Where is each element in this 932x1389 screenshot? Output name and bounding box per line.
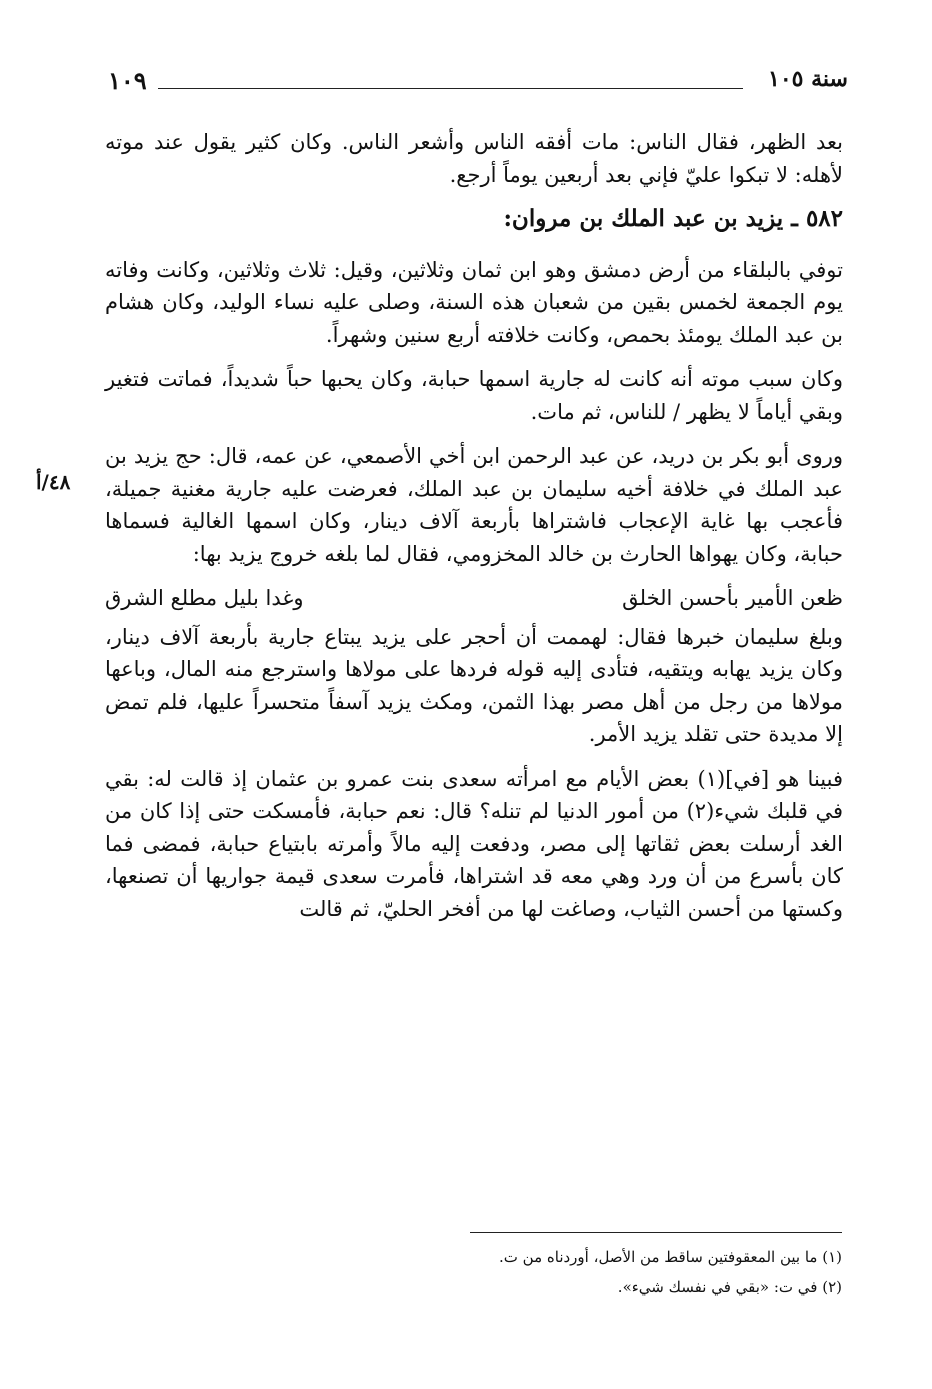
page-number: ١٠٩ — [108, 66, 147, 95]
paragraph-4: وروى أبو بكر بن دريد، عن عبد الرحمن ابن أخي الأصمعي، عن عمه، قال: حج يزيد بن عبد الملك في خلافة أخيه سليمان بن عبد الملك، فعرضت عليه جارية مغنية جميلة، فأعجب بها غاية الإعجاب فاشتراها بأربعة آلاف دينار، وكان اسمها الغالية فسماها حبابة، وكان يهواها الحارث بن خالد المخزومي، فقال لما بلغه خروج يزيد بها: — [105, 444, 843, 566]
footnote-2: (٢) في ت: «بقي في نفسك شيء». — [617, 1278, 842, 1296]
header-rule — [158, 88, 743, 89]
page-header — [108, 66, 848, 106]
poetry-verse — [105, 582, 843, 615]
verse-second-hemistich: وغدا بليل مطلع الشرق — [105, 586, 304, 610]
entry-heading: ٥٨٢ ـ يزيد بن عبد الملك بن مروان: — [503, 205, 843, 232]
paragraph-6: فبينا هو [في](١) بعض الأيام مع امرأته سعدى بنت عمرو بن عثمان إذ قالت له: بقي في قلبك شيء(٢) من أمور الدنيا لم تنله؟ قال: نعم حبابة، فأمسكت حتى إذا كان من الغد أرسلت بعض ثقاتها إلى مصر، ودفعت إليه مالاً وأمرته بابتياع حبابة، فمضى فما كان بأسرع من أن ورد وهي معه قد اشتراها، فأمرت سعدى قيمة جواريها أن تصنعها، وكستها من أحسن الثياب، وصاغت لها من أفخر الحليّ، ثم قالت — [105, 766, 844, 921]
running-head-year: سنة ١٠٥ — [768, 66, 848, 92]
paragraph-5: وبلغ سليمان خبرها فقال: لهممت أن أحجر على يزيد يبتاع جارية بأربعة آلاف دينار، وكان يزيد يهابه ويتقيه، فتأدى إليه قوله فردها على مولاها واسترجع منه المال، وباعها مولاها من رجل من أهل مصر بهذا الثمن، ومكث يزيد آسفاً متحسراً عليها، فلم تمض إلا مديدة حتى تقلد يزيد الأمر. — [105, 624, 843, 746]
main-text — [105, 126, 843, 937]
footnote-1: (١) ما بين المعقوفتين ساقط من الأصل، أوردناه من ت. — [499, 1248, 842, 1266]
footnotes — [102, 1242, 842, 1302]
paragraph-1: بعد الظهر، فقال الناس: مات أفقه الناس وأشعر الناس. وكان كثير يقول عند موته لأهله: لا تبكوا عليّ فإني بعد أربعين يوماً أرجع. — [105, 130, 843, 187]
margin-folio-note: ٤٨/أ — [36, 470, 71, 494]
footnote-rule — [470, 1232, 842, 1233]
paragraph-3: وكان سبب موته أنه كانت له جارية اسمها حبابة، وكان يحبها حباً شديداً، فماتت فتغير وبقي أياماً لا يظهر / للناس، ثم مات. — [105, 367, 843, 424]
verse-first-hemistich: ظعن الأمير بأحسن الخلق — [622, 586, 843, 610]
paragraph-2: توفي بالبلقاء من أرض دمشق وهو ابن ثمان وثلاثين، وقيل: ثلاث وثلاثين، وكانت وفاته يوم الجمعة لخمس بقين من شعبان هذه السنة، وصلى عليه نساء الوليد، وكان هشام بن عبد الملك يومئذ بحمص، وكانت خلافته أربع سنين وشهراً. — [105, 257, 843, 347]
